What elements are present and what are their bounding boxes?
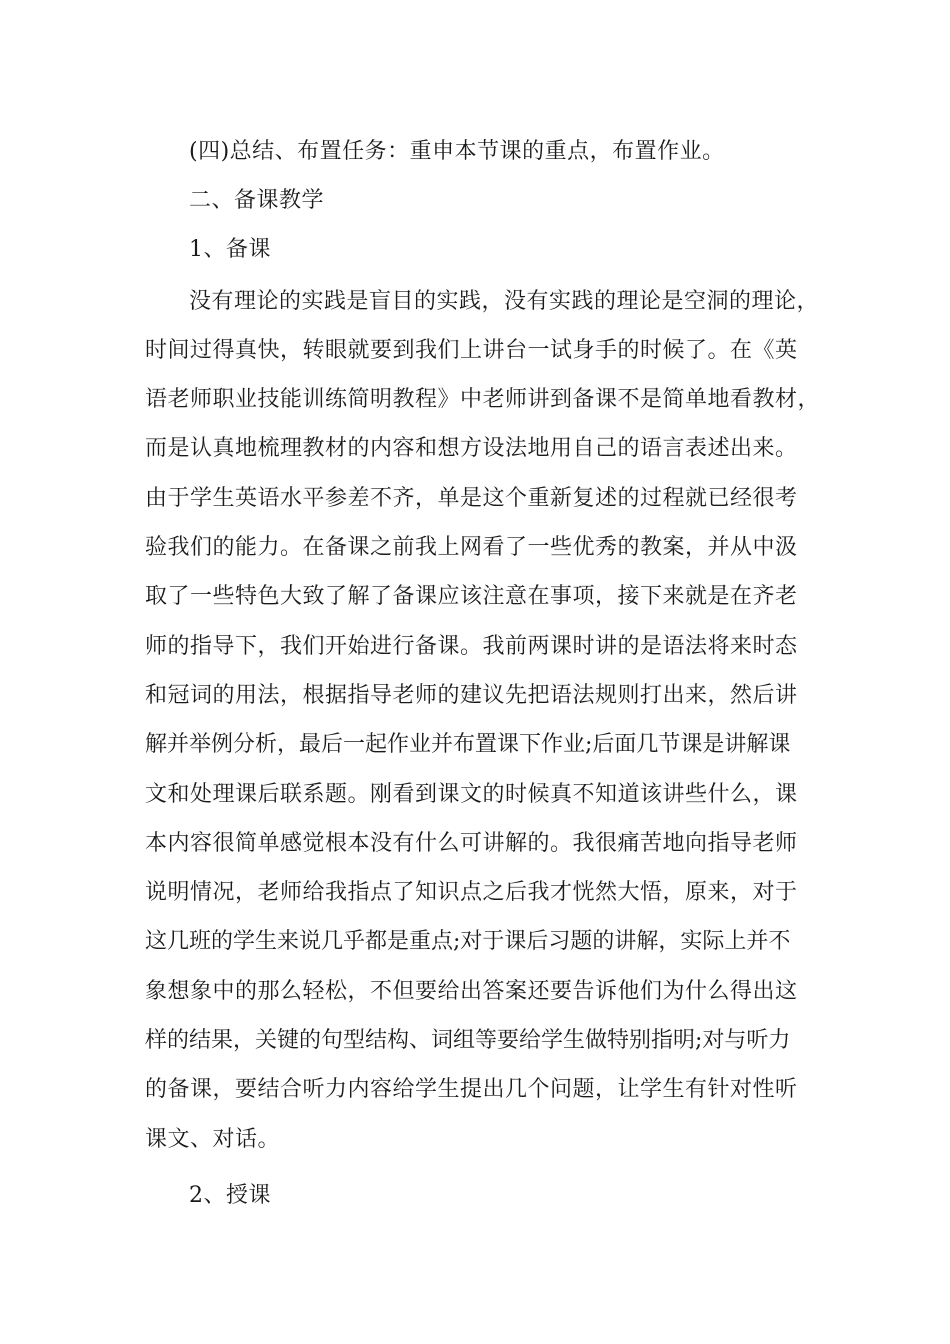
paragraph-line: 的备课，要结合听力内容给学生提出几个问题，让学生有针对性听 bbox=[145, 1077, 798, 1102]
paragraph-line: 本内容很简单感觉根本没有什么可讲解的。我很痛苦地向指导老师 bbox=[145, 831, 798, 856]
paragraph-line: 这几班的学生来说几乎都是重点;对于课后习题的讲解，实际上并不 bbox=[145, 929, 791, 954]
paragraph-line: 说明情况，老师给我指点了知识点之后我才恍然大悟，原来，对于 bbox=[145, 880, 798, 905]
paragraph-line: 样的结果，关键的句型结构、词组等要给学生做特别指明;对与听力 bbox=[145, 1028, 791, 1053]
paragraph-line: 课文、对话。 bbox=[145, 1127, 281, 1152]
paragraph-line: 文和处理课后联系题。刚看到课文的时候真不知道该讲些什么，课 bbox=[145, 782, 798, 807]
paragraph-line: 由于学生英语水平参差不齐，单是这个重新复述的过程就已经很考 bbox=[145, 486, 798, 511]
paragraph-line: 验我们的能力。在备课之前我上网看了一些优秀的教案，并从中汲 bbox=[145, 535, 798, 560]
paragraph-line: 象想象中的那么轻松，不但要给出答案还要告诉他们为什么得出这 bbox=[145, 979, 798, 1004]
paragraph-line: 师的指导下，我们开始进行备课。我前两课时讲的是语法将来时态 bbox=[145, 634, 798, 659]
section-heading: 二、备课教学 bbox=[189, 188, 325, 213]
subsection-heading: 2、授课 bbox=[189, 1183, 271, 1208]
paragraph-line: 解并举例分析，最后一起作业并布置课下作业;后面几节课是讲解课 bbox=[145, 732, 791, 757]
paragraph-line: 没有理论的实践是盲目的实践，没有实践的理论是空洞的理论， bbox=[189, 289, 820, 314]
paragraph-line: 取了一些特色大致了解了备课应该注意在事项，接下来就是在齐老 bbox=[145, 584, 798, 609]
paragraph-line: 时间过得真快，转眼就要到我们上讲台一试身手的时候了。在《英 bbox=[145, 338, 798, 363]
summary-heading: (四)总结、布置任务：重申本节课的重点，布置作业。 bbox=[189, 139, 725, 164]
paragraph-line: 语老师职业技能训练简明教程》中老师讲到备课不是简单地看教材， bbox=[145, 387, 821, 412]
paragraph-line: 而是认真地梳理教材的内容和想方设法地用自己的语言表述出来。 bbox=[145, 436, 798, 461]
paragraph-line: 和冠词的用法，根据指导老师的建议先把语法规则打出来，然后讲 bbox=[145, 683, 798, 708]
subsection-heading: 1、备课 bbox=[189, 237, 271, 262]
